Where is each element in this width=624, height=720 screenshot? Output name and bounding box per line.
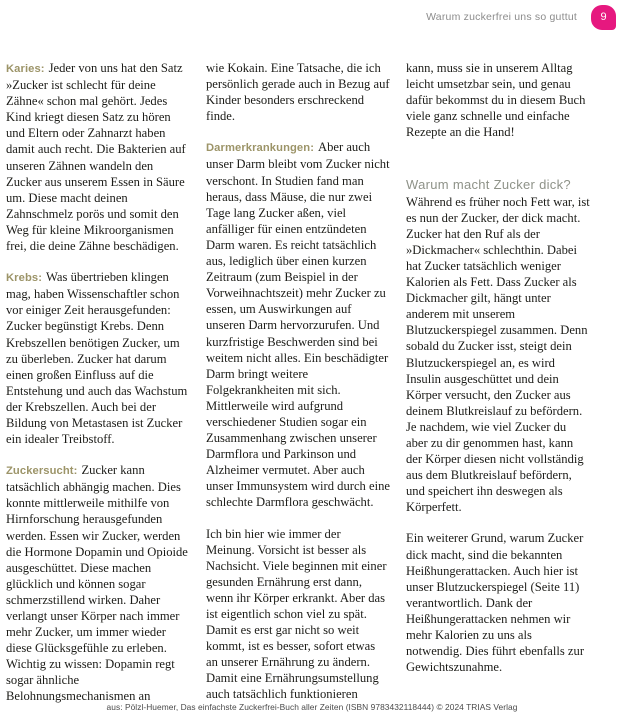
section-heading-warum-macht-zucker-dick: Warum macht Zucker dick?: [406, 177, 571, 193]
lead-in-label-krebs: Krebs:: [6, 272, 43, 285]
page-number-badge: 9: [591, 5, 616, 30]
paragraph-zuckersucht: [6, 462, 190, 704]
paragraph-karies: [6, 60, 190, 254]
text-column-3: [406, 60, 590, 675]
paragraph-body: Während es früher noch Fett war, ist es nun der Zucker, der dick macht. Zucker hat den Ruf als der »Dickmacher« schlechthin. Dabei hat Zucker tatsächlich weniger Kalorien als Fett. Dass Zucker als Dickmacher gilt, hängt unter anderem mit unserem Blutzuckerspiegel zusammen. Denn sobald du Zucker isst, steigt dein Blutzuckerspiegel an, es wird Insulin ausgeschüttet und dein Körper versucht, den Zucker aus deinem Blutkreislauf zu befördern. Je nachdem, wie viel Zucker du aber zu dir genommen hast, kann der Körper diesen nicht vollständig aus dem Blutkreislauf befördern, und speichert ihn deswegen als Körperfett.: [406, 194, 590, 515]
paragraph-blutzuckerspiegel: [406, 194, 590, 516]
paragraph-body: Aber auch unser Darm bleibt vom Zucker nicht verschont. In Studien fand man heraus, dass Mäuse, die nur zwei Tage lang Zucker aßen, viel anfälliger für einen entzündeten Darm waren. Es reicht tatsächlich aus, lediglich über einen kurzen Zeitraum (zum Beispiel in der Vorweihnachtszeit) mehr Zucker zu essen, um Auswirkungen auf unseren Darm hervorzurufen. Und kurzfristige Beschwerden sind bei weitem nicht alles. Ein beschädigter Darm bringt weitere Folgekrankheiten mit sich. Mittlerweile wird aufgrund verschiedener Studien sogar ein Zusammenhang zwischen unserer Darmflora und Parkinson und Alzheimer vermutet. Aber auch unser Immunsystem wird durch eine schlechte Darmflora geschwächt.: [206, 140, 390, 510]
paragraph-body: Ich bin hier wie immer der Meinung. Vorsicht ist besser als Nachsicht. Viele beginnen mit einer gesunden Ernährung erst dann, wenn ihr Körper erkrankt. Aber das ist eigentlich schon viel zu spät. Damit es erst gar nicht so weit kommt, ist es besser, sofort etwas an unserer Ernährung zu ändern. Damit eine Ernährungsumstellung auch tatsächlich funktionieren: [206, 526, 387, 702]
paragraph-body: kann, muss sie in unserem Alltag leicht umsetzbar sein, und genau dafür bekommst du in diesem Buch viele ganz schnelle und einfache Rezepte an die Hand!: [406, 61, 586, 140]
paragraph-body: Was übertrieben klingen mag, haben Wissenschaftler schon vor einiger Zeit herausgefunden: Zucker begünstigt Krebs. Denn Krebszellen benötigen Zucker, um zu überleben. Zucker hat darum einen großen Einfluss auf die Entstehung und auch das Wachstum der Krebszellen. Auch bei der Bildung von Metastasen ist Zucker ein idealer Treibstoff.: [6, 270, 188, 447]
text-column-2: [206, 60, 390, 702]
running-header: [0, 0, 624, 34]
paragraph-body: Jeder von uns hat den Satz »Zucker ist schlecht für deine Zähne« schon mal gehört. Jedes Kind kriegt diesen Satz zu hören und Eltern oder Zahnarzt haben damit auch recht. Die Bakterien auf unseren Zähnen wandeln den Zucker aus unserem Essen in Säure um. Diese macht deinen Zahnschmelz porös und somit den Weg für kleine Mikroorganismen frei, die deine Zähne beschädigen.: [6, 61, 186, 254]
paragraph-darmerkrankungen: [206, 139, 390, 510]
running-header-title: Warum zuckerfrei uns so guttut: [426, 11, 577, 23]
text-column-1: [6, 60, 190, 704]
paragraph-body: Zucker kann tatsächlich abhängig machen. Dies konnte mittlerweile mithilfe von Hirnforschung herausgefunden werden. Essen wir Zucker, werden die Hormone Dopamin und Opioide ausgeschüttet. Diese machen glücklich und können sogar schmerzstillend wirken. Daher verlangt unser Körper nach immer mehr Zucker, um immer wieder diese Glücksgefühle zu erleben. Wichtig zu wissen: Dopamin regt sogar ähnliche Belohnungsmechanismen an: [6, 463, 188, 704]
paragraph-meinung: [206, 526, 390, 703]
paragraph-body: wie Kokain. Eine Tatsache, die ich persönlich gerade auch in Bezug auf Kinder besonders erschreckend finde.: [206, 61, 390, 124]
lead-in-label-zuckersucht: Zuckersucht:: [6, 465, 78, 478]
paragraph-heisshunger: [406, 530, 590, 675]
lead-in-label-karies: Karies:: [6, 63, 45, 75]
paragraph-rezepte-continuation: [406, 60, 590, 140]
footer-credit: aus: Pölzl-Huemer, Das einfachste Zuckerfrei-Buch aller Zeiten (ISBN 9783432118444) © 2024 TRIAS Verlag: [106, 702, 518, 712]
lead-in-label-darmerkrankungen: Darmerkrankungen:: [206, 142, 315, 155]
paragraph-body: Ein weiterer Grund, warum Zucker dick macht, sind die bekannten Heißhungerattacken. Auch hier ist unser Blutzuckerspiegel (Seite 11) verantwortlich. Dank der Heißhungerattacken nehmen wir mehr Kalorien zu uns als notwendig. Dies führt ebenfalls zur Gewichtszunahme.: [406, 531, 585, 675]
heading-spacer: [406, 155, 590, 177]
paragraph-kokain-continuation: [206, 60, 390, 124]
article-columns: [6, 60, 618, 704]
paragraph-krebs: [6, 269, 190, 447]
